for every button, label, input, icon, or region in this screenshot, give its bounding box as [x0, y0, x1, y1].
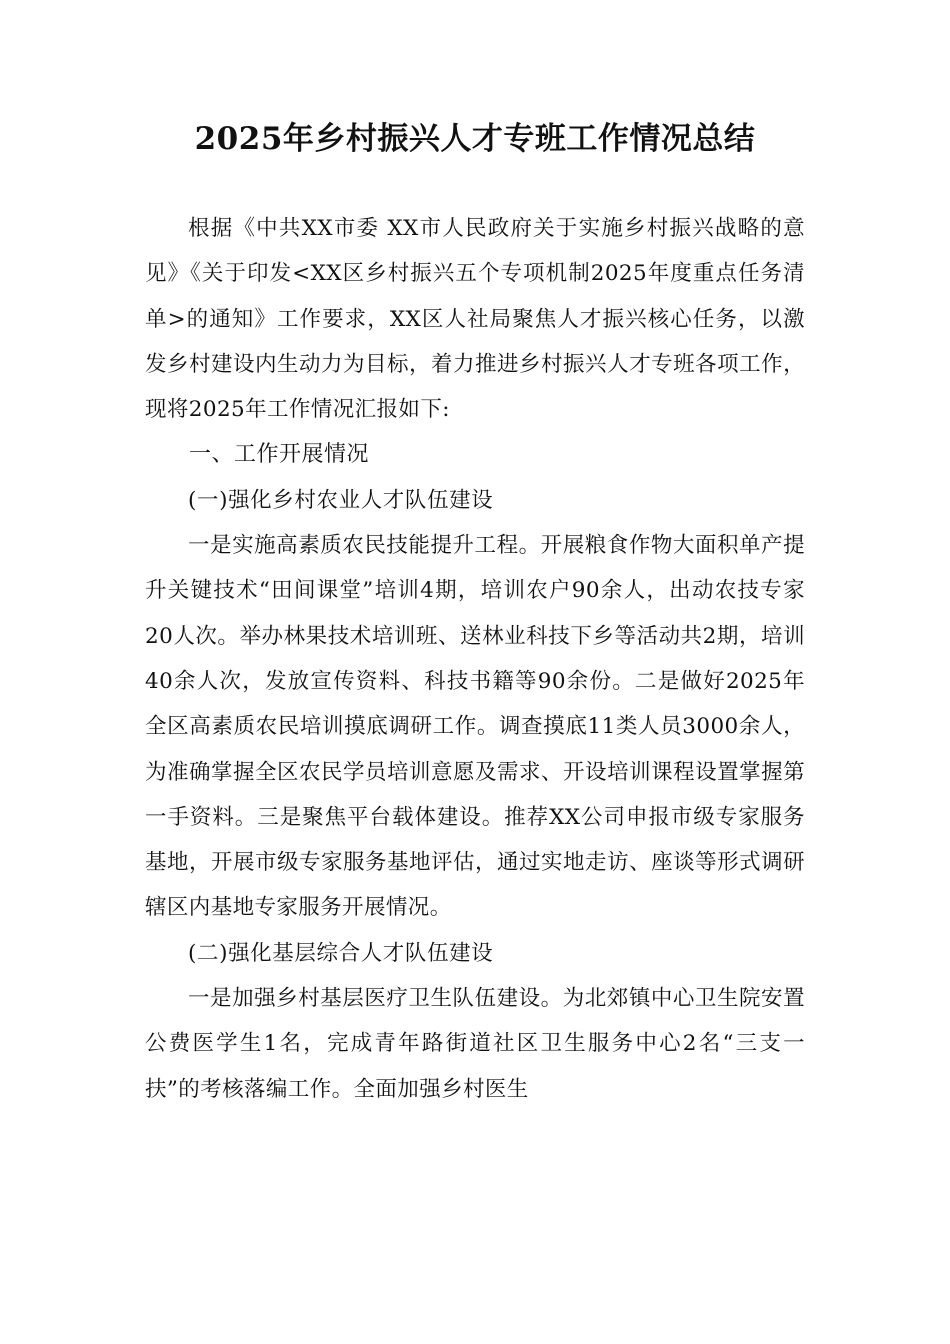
section-heading-work-progress: 一、工作开展情况 — [189, 442, 370, 468]
document-body — [145, 206, 805, 1112]
grassroots-talent-paragraph: 一是加强乡村基层医疗卫生队伍建设。为北郊镇中心卫生院安置公费医学生1名，完成青年路街道社区卫生服务中心2名“三支一扶”的考核落编工作。全面加强乡村医生 — [145, 986, 805, 1102]
intro-paragraph: 根据《中共XX市委 XX市人民政府关于实施乡村振兴战略的意见》《关于印发<XX区乡村振兴五个专项机制2025年度重点任务清单>的通知》工作要求，XX区人社局聚焦人才振兴核心任务，以激发乡村建设内生动力为目标，着力推进乡村振兴人才专班各项工作，现将2025年工作情况汇报如下: — [145, 216, 805, 423]
subsection-heading-agricultural-talent: (一)强化乡村农业人才队伍建设 — [188, 487, 494, 513]
document-title: 2025年乡村振兴人才专班工作情况总结 — [194, 121, 756, 157]
subsection-heading-grassroots-talent: (二)强化基层综合人才队伍建设 — [188, 940, 494, 966]
agricultural-talent-paragraph: 一是实施高素质农民技能提升工程。开展粮食作物大面积单产提升关键技术“田间课堂”培训4期，培训农户90余人，出动农技专家20人次。举办林果技术培训班、送林业科技下乡等活动共2期，培训40余人次，发放宣传资料、科技书籍等90余份。二是做好2025年全区高素质农民培训摸底调研工作。调查摸底11类人员3000余人，为准确掌握全区农民学员培训意愿及需求、开设培训课程设置掌握第一手资料。三是聚焦平台载体建设。推荐XX公司申报市级专家服务基地，开展市级专家服务基地评估，通过实地走访、座谈等形式调研辖区内基地专家服务开展情况。 — [145, 533, 805, 921]
